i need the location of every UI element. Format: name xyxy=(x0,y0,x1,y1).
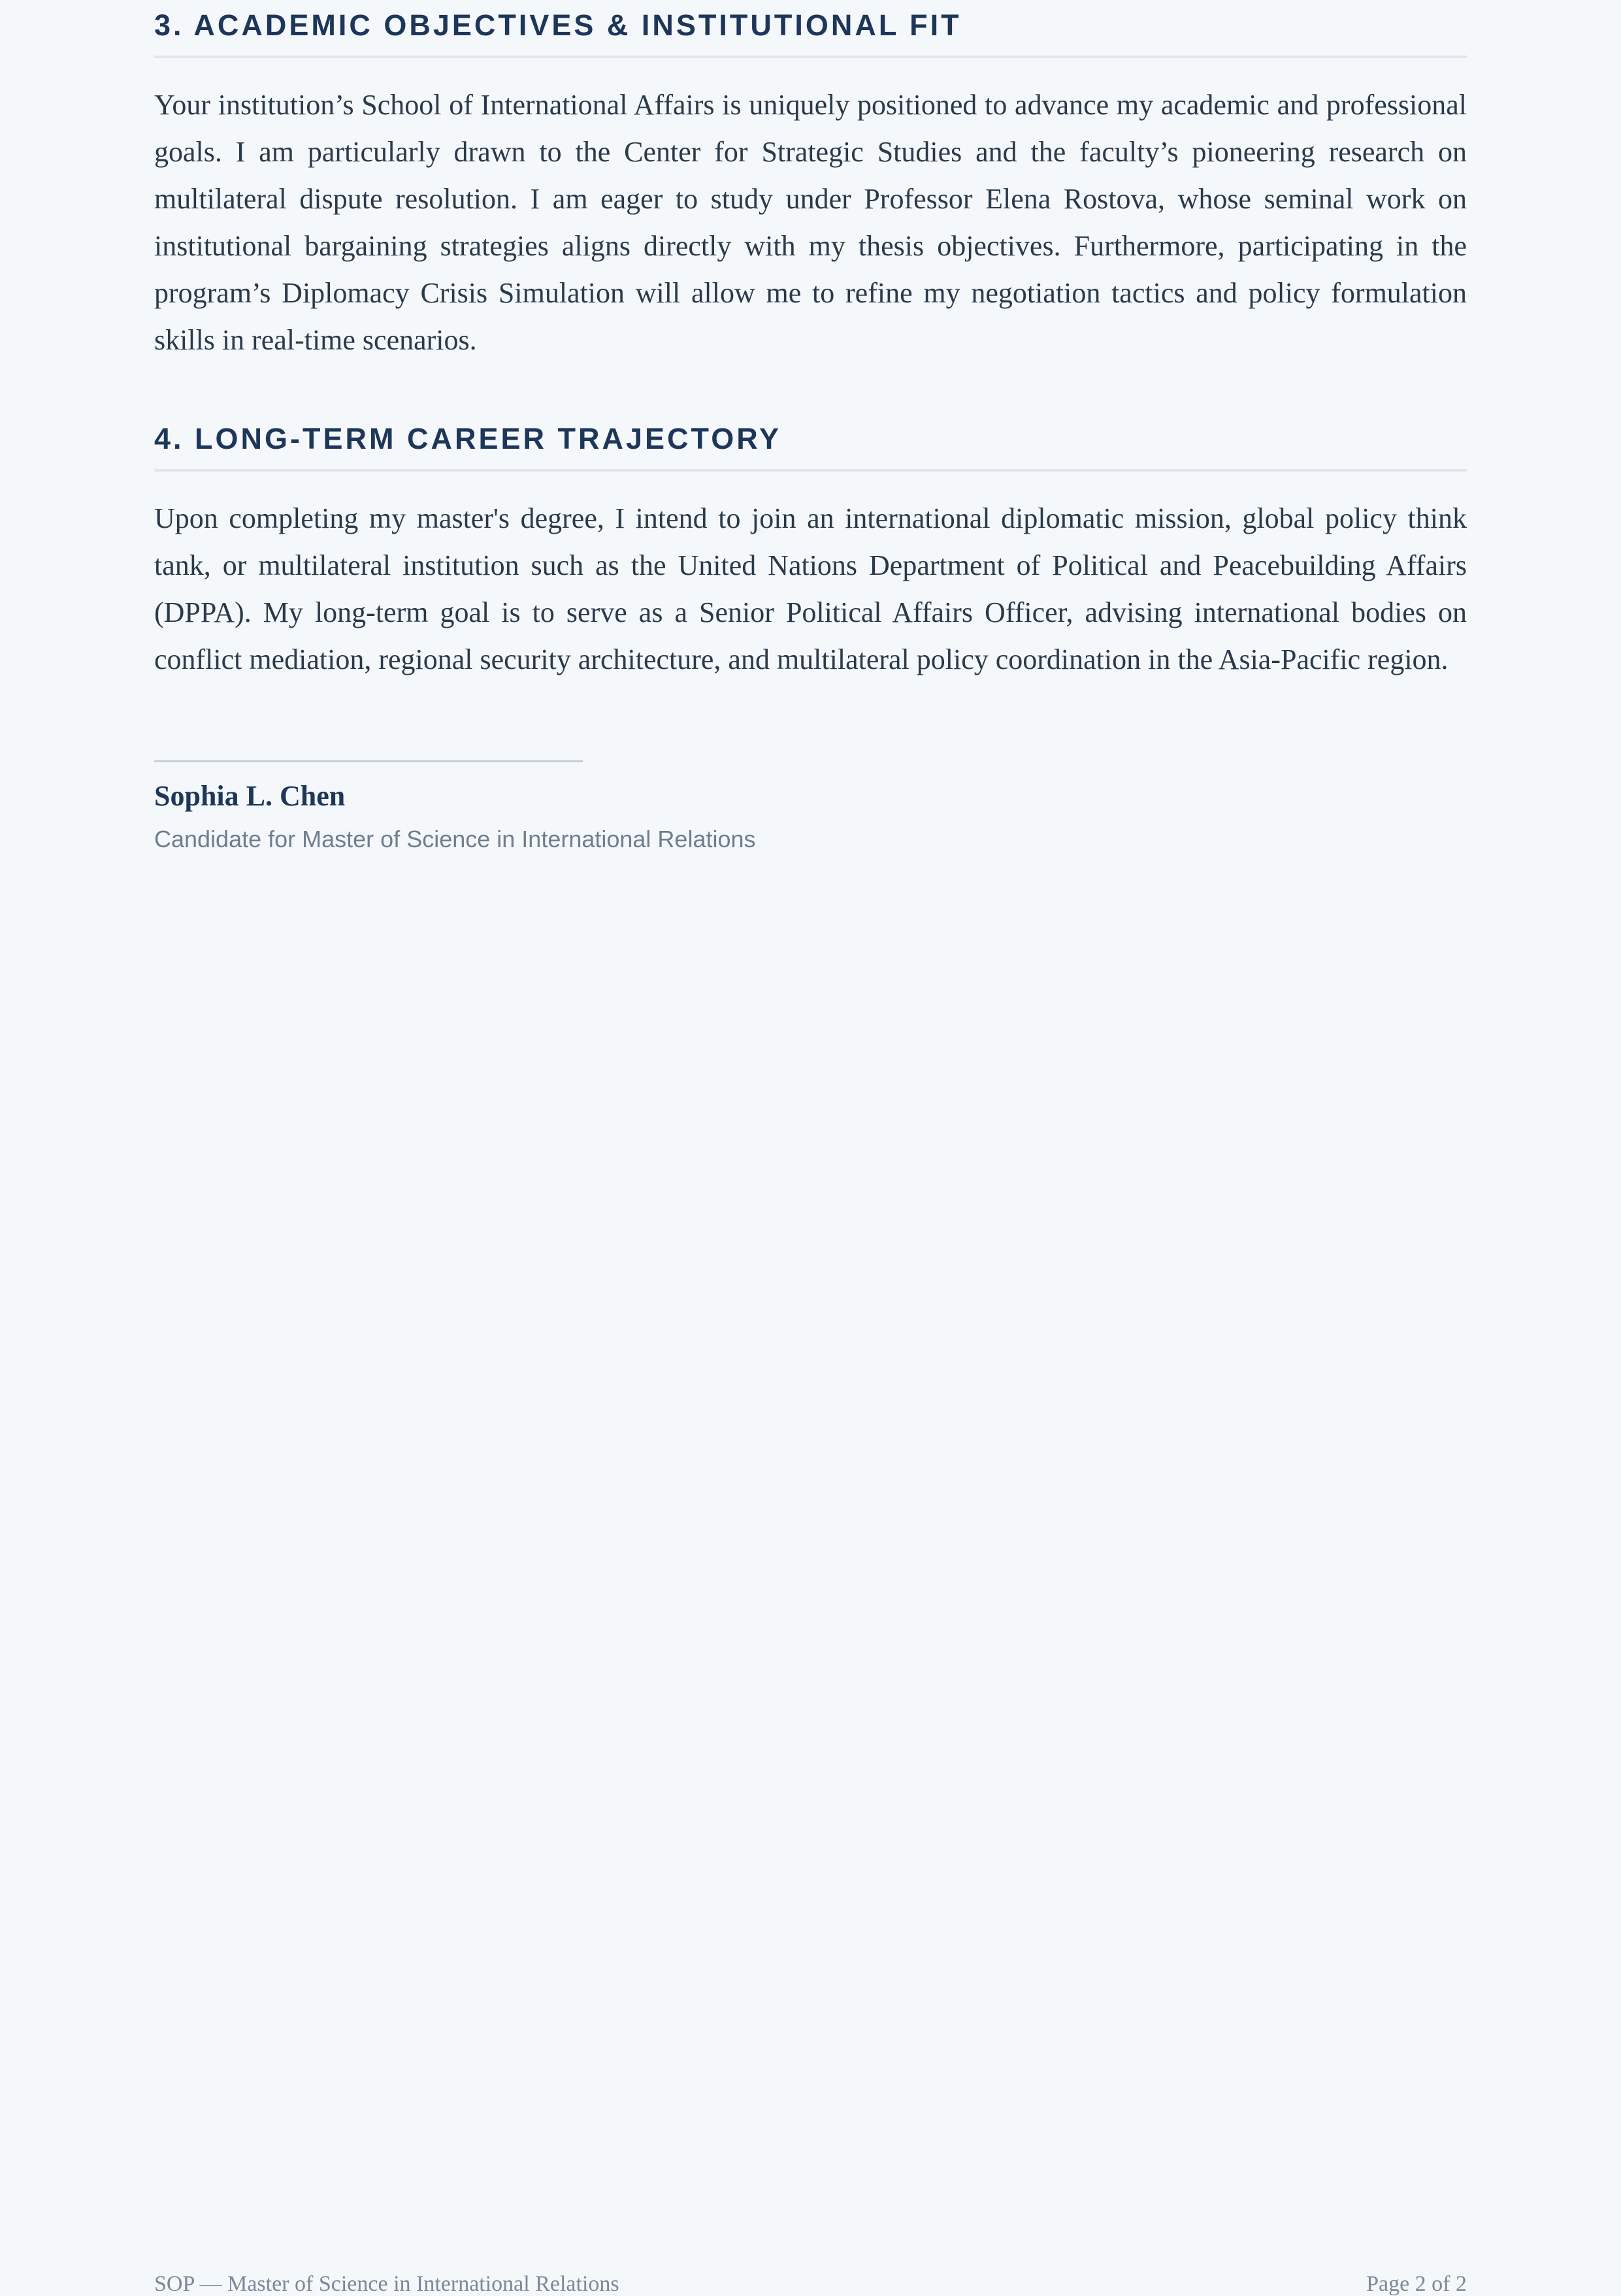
section-paragraph: Upon completing my master's degree, I intend to join an international diplomatic mission, global policy think tank, or multilateral institution such as the United Nations Department of Political and Peacebuilding Affairs (DPPA). My long-term goal is to serve as a Senior Political Affairs Officer, advising international bodies on conflict mediation, regional security architecture, and multilateral policy coordination in the Asia-Pacific region. xyxy=(154,502,1467,675)
footer-document-title: SOP — Master of Science in International Relations xyxy=(154,2272,619,2296)
signature-block xyxy=(154,760,1467,852)
signer-title: Candidate for Master of Science in International Relations xyxy=(154,826,756,853)
section-paragraph: Your institution’s School of International Affairs is uniquely positioned to advance my academic and professional goals. I am particularly drawn to the Center for Strategic Studies and the faculty’s pioneering research on multilateral dispute resolution. I am eager to study under Professor Elena Rostova, whose seminal work on institutional bargaining strategies aligns directly with my thesis objectives. Furthermore, participating in the program’s Diplomacy Crisis Simulation will allow me to refine my negotiation tactics and policy formulation skills in real-time scenarios. xyxy=(154,89,1467,356)
page-footer xyxy=(154,2273,1467,2295)
section-heading: 3. ACADEMIC OBJECTIVES & INSTITUTIONAL FIT xyxy=(154,10,1467,58)
signature-line xyxy=(154,760,583,762)
section-heading: 4. LONG-TERM CAREER TRAJECTORY xyxy=(154,424,1467,472)
footer-page-number: Page 2 of 2 xyxy=(1366,2272,1467,2296)
document-page xyxy=(154,0,1467,852)
signer-name: Sophia L. Chen xyxy=(154,780,346,812)
section-career-trajectory xyxy=(154,424,1467,683)
section-academic-objectives xyxy=(154,10,1467,364)
